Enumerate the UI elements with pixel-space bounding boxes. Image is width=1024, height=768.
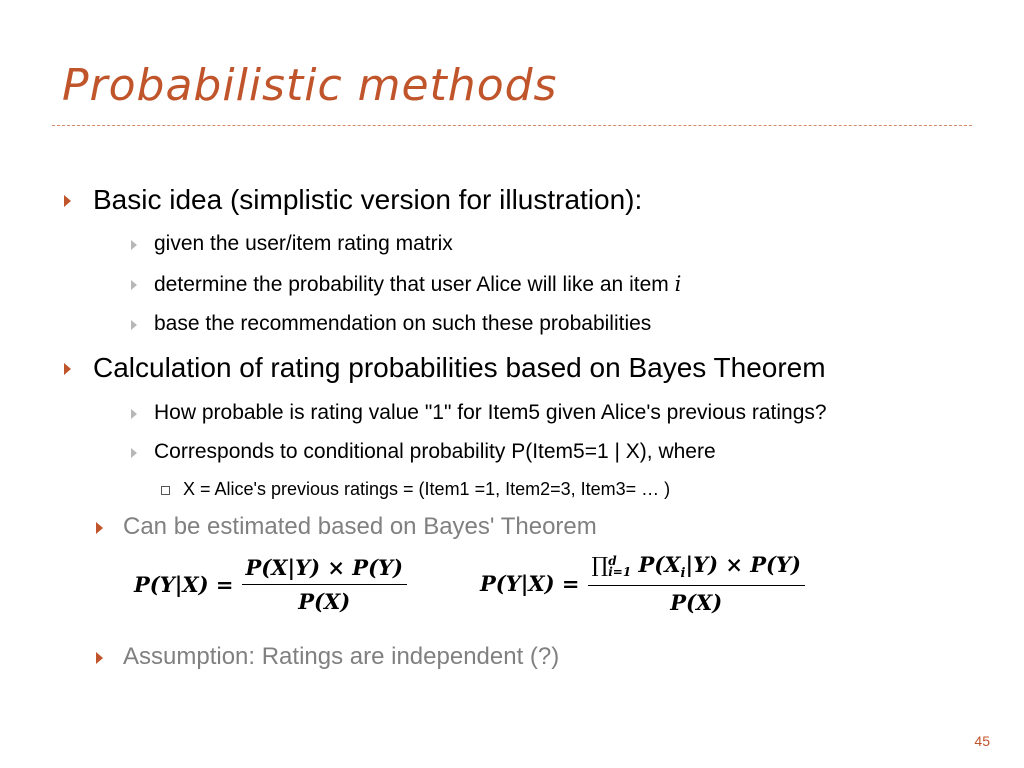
formula-denominator: P(X): [670, 590, 723, 616]
formula-fraction: [242, 555, 407, 614]
numerator-tail: |Y) × P(Y): [685, 552, 801, 577]
sub-bullet-arrow-icon: [131, 240, 137, 250]
title-divider: [52, 125, 972, 126]
sub-sub-bullet-previous-ratings: X = Alice's previous ratings = (Item1 =1, Item2=3, Item3= … ): [183, 479, 671, 499]
formula-numerator: [588, 552, 805, 586]
sub-bullet-base-recommendation: base the recommendation on such these probabilities: [154, 312, 652, 335]
sub-bullet-arrow-icon: [131, 448, 137, 458]
sub-bullet-arrow-icon: [131, 280, 137, 290]
item-variable: i: [674, 272, 682, 296]
bullet-arrow-icon: [96, 522, 103, 534]
bullet-assumption: Assumption: Ratings are independent (?): [123, 643, 560, 670]
numerator-term: P(X: [631, 552, 681, 577]
square-bullet-icon: [161, 486, 170, 495]
bayes-formula: [134, 555, 407, 614]
sub-bullet-determine-probability: [154, 272, 681, 297]
sub-bullet-how-probable: How probable is rating value "1" for Item5 given Alice's previous ratings?: [154, 401, 827, 424]
numerator-index: i: [680, 566, 686, 582]
bullet-arrow-icon: [96, 652, 103, 664]
formula-numerator: P(X|Y) × P(Y): [242, 555, 407, 585]
bullet-arrow-icon: [64, 363, 71, 375]
formula-lhs: P(Y|X) =: [134, 572, 234, 597]
page-number: 45: [974, 733, 990, 749]
product-upper-limit: d: [608, 553, 617, 568]
product-symbol: ∏: [591, 553, 609, 577]
product-limits: [608, 553, 632, 579]
naive-bayes-formula: [480, 552, 805, 615]
product-lower-limit: i=1: [608, 564, 632, 579]
sub-bullet-determine-text: determine the probability that user Alice will like an item: [154, 273, 675, 296]
bullet-arrow-icon: [64, 195, 71, 207]
bullet-bayes-estimate: Can be estimated based on Bayes' Theorem: [123, 513, 597, 540]
formula-lhs: P(Y|X) =: [480, 571, 580, 597]
formula-denominator: P(X): [298, 589, 351, 614]
bullet-basic-idea: Basic idea (simplistic version for illustration):: [93, 184, 643, 215]
slide-title: Probabilistic methods: [62, 60, 558, 111]
sub-bullet-rating-matrix: given the user/item rating matrix: [154, 232, 453, 255]
sub-bullet-arrow-icon: [131, 320, 137, 330]
bullet-calculation: Calculation of rating probabilities based on Bayes Theorem: [93, 352, 826, 383]
sub-bullet-arrow-icon: [131, 409, 137, 419]
formula-fraction: [588, 552, 805, 615]
sub-bullet-conditional-probability: Corresponds to conditional probability P(Item5=1 | X), where: [154, 440, 716, 463]
